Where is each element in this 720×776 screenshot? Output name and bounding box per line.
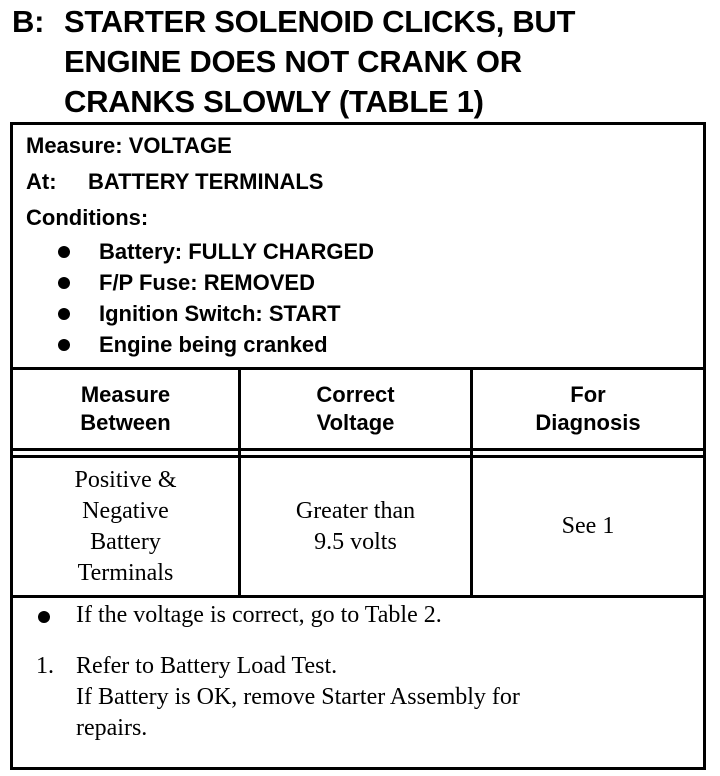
column-header-for-diagnosis	[473, 370, 703, 448]
cell-measure-between	[13, 458, 238, 595]
conditions-list	[26, 236, 374, 360]
at-value: BATTERY TERMINALS	[88, 169, 324, 194]
cell-line: 9.5 volts	[314, 528, 397, 555]
condition-text: Engine being cranked	[99, 332, 328, 357]
header-line: Measure	[80, 382, 171, 407]
note-number: 1.	[36, 653, 54, 679]
cell-line: Greater than	[295, 497, 416, 524]
bullet-icon	[58, 339, 70, 351]
conditions-block	[26, 128, 374, 360]
cell-line: Positive &	[74, 466, 177, 493]
table-bottom-rule	[10, 595, 706, 598]
header-line: Voltage	[316, 410, 395, 435]
condition-text: F/P Fuse: REMOVED	[99, 270, 315, 295]
bullet-note-text: If the voltage is correct, go to Table 2.	[76, 602, 442, 628]
conditions-label: Conditions:	[26, 205, 149, 230]
bullet-icon	[58, 246, 70, 258]
condition-text: Battery: FULLY CHARGED	[99, 239, 375, 264]
heading-line: CRANKS SLOWLY (TABLE 1)	[64, 84, 484, 119]
bullet-icon	[38, 611, 50, 623]
measure-line: Measure: VOLTAGE	[26, 133, 232, 158]
cell-line: Battery	[90, 528, 161, 555]
cell-line: Terminals	[77, 559, 174, 586]
bullet-icon	[58, 277, 70, 289]
bullet-icon	[58, 308, 70, 320]
header-line: Correct	[316, 382, 395, 407]
note-line: repairs.	[76, 715, 148, 741]
cell-line: See 1	[561, 513, 615, 539]
at-label: At:	[26, 169, 57, 194]
numbered-note	[26, 651, 686, 744]
condition-item	[26, 329, 374, 360]
header-line: For	[570, 382, 606, 407]
cell-line: Negative	[82, 497, 169, 524]
condition-text: Ignition Switch: START	[99, 301, 341, 326]
heading-title	[64, 2, 575, 122]
notes-block	[26, 600, 686, 744]
note-line: Refer to Battery Load Test.	[76, 653, 338, 679]
heading-line: ENGINE DOES NOT CRANK OR	[64, 44, 522, 79]
condition-item	[26, 298, 374, 329]
header-line: Between	[80, 410, 171, 435]
column-header-correct-voltage	[241, 370, 470, 448]
header-double-rule-top	[10, 448, 706, 451]
note-line: If Battery is OK, remove Starter Assembly for	[76, 684, 520, 710]
cell-correct-voltage	[241, 458, 470, 595]
header-line: Diagnosis	[535, 410, 641, 435]
bullet-note	[26, 600, 686, 631]
heading-prefix: B:	[12, 4, 45, 39]
column-header-measure-between	[13, 370, 238, 448]
at-line	[26, 164, 374, 200]
condition-item	[26, 267, 374, 298]
cell-for-diagnosis	[473, 458, 703, 595]
condition-item	[26, 236, 374, 267]
heading-line: STARTER SOLENOID CLICKS, BUT	[64, 4, 576, 39]
